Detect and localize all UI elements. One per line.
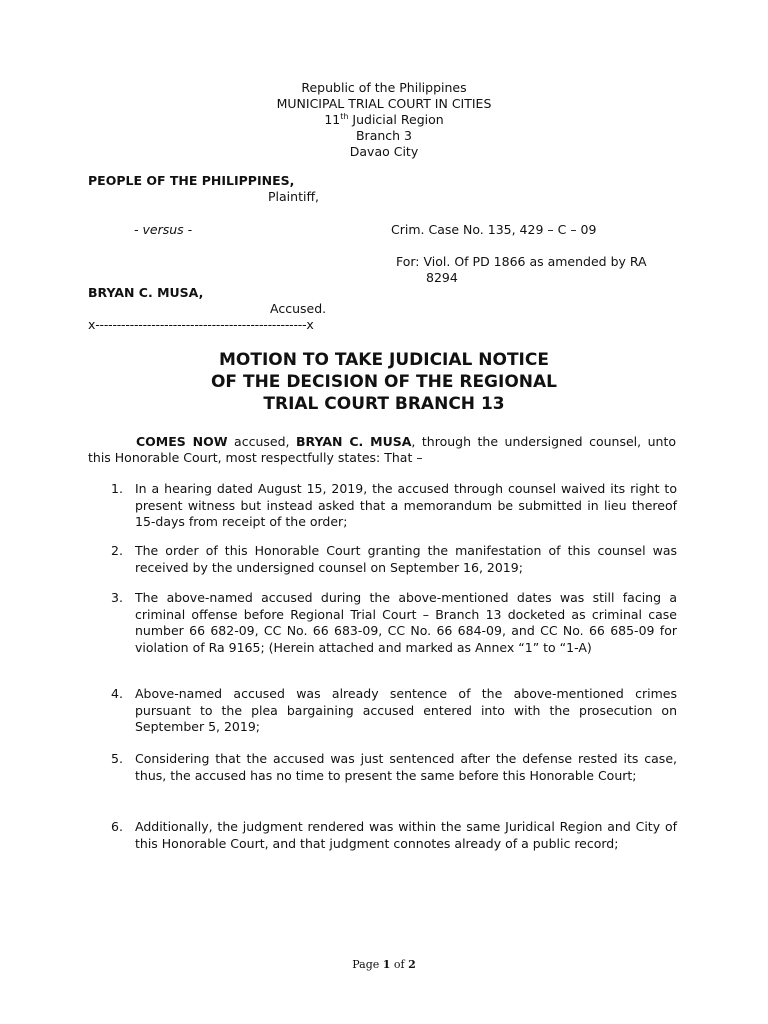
- motion-title-line3: TRIAL COURT BRANCH 13: [263, 394, 505, 414]
- list-item: 3. The above-named accused during the above-mentioned dates was still facing a criminal offense before Regional Trial Court – Branch 13 docketed as criminal case number 66 682-09, CC No. 66 683-09, CC No. 66 684-09, and CC No. 66 685-09 for violation of Ra 9165; (Herein attached and marked as Annex “1” to “1-A): [111, 590, 677, 655]
- caption-divider: x-------------------------------------------------x: [88, 317, 314, 332]
- plaintiff-role: Plaintiff,: [268, 189, 320, 204]
- motion-title-line1: MOTION TO TAKE JUDICIAL NOTICE: [219, 350, 549, 370]
- list-item: 5. Considering that the accused was just sentenced after the defense rested its case, thus, the accused has no time to present the same before this Honorable Court;: [111, 751, 677, 783]
- court-header-city: Davao City: [349, 144, 419, 159]
- plaintiff-name: PEOPLE OF THE PHILIPPINES,: [88, 173, 295, 188]
- list-item: 2. The order of this Honorable Court granting the manifestation of this counsel was received by the undersigned counsel on September 16, 2019;: [111, 543, 677, 575]
- motion-title-line2: OF THE DECISION OF THE REGIONAL: [210, 372, 558, 392]
- court-header-court: MUNICIPAL TRIAL COURT IN CITIES: [276, 96, 492, 111]
- court-header-republic: Republic of the Philippines: [301, 80, 467, 95]
- accused-role: Accused.: [270, 301, 327, 316]
- case-number: Crim. Case No. 135, 429 – C – 09: [391, 222, 597, 237]
- intro-paragraph: COMES NOW accused, BRYAN C. MUSA, through the undersigned counsel, unto this Honorable Court, most respectfully states: That –: [88, 434, 677, 465]
- accused-name: BRYAN C. MUSA,: [88, 285, 204, 300]
- list-item: 4. Above-named accused was already sentence of the above-mentioned crimes pursuant to the plea bargaining accused entered into with the prosecution on September 5, 2019;: [111, 686, 677, 734]
- court-header-branch: Branch 3: [355, 128, 413, 143]
- list-item: 6. Additionally, the judgment rendered was within the same Juridical Region and City of this Honorable Court, and that judgment connotes already of a public record;: [111, 819, 677, 851]
- page-number-footer: Page 1 of 2: [352, 958, 416, 971]
- court-header-region: 11th Judicial Region: [324, 111, 444, 127]
- case-offense-line2: 8294: [426, 270, 458, 285]
- list-item: 1. In a hearing dated August 15, 2019, the accused through counsel waived its right to present witness but instead asked that a memorandum be submitted in lieu thereof 15-days from receipt of the order;: [111, 481, 677, 529]
- versus-label: - versus -: [134, 222, 193, 237]
- case-offense-line1: For: Viol. Of PD 1866 as amended by RA: [396, 254, 647, 269]
